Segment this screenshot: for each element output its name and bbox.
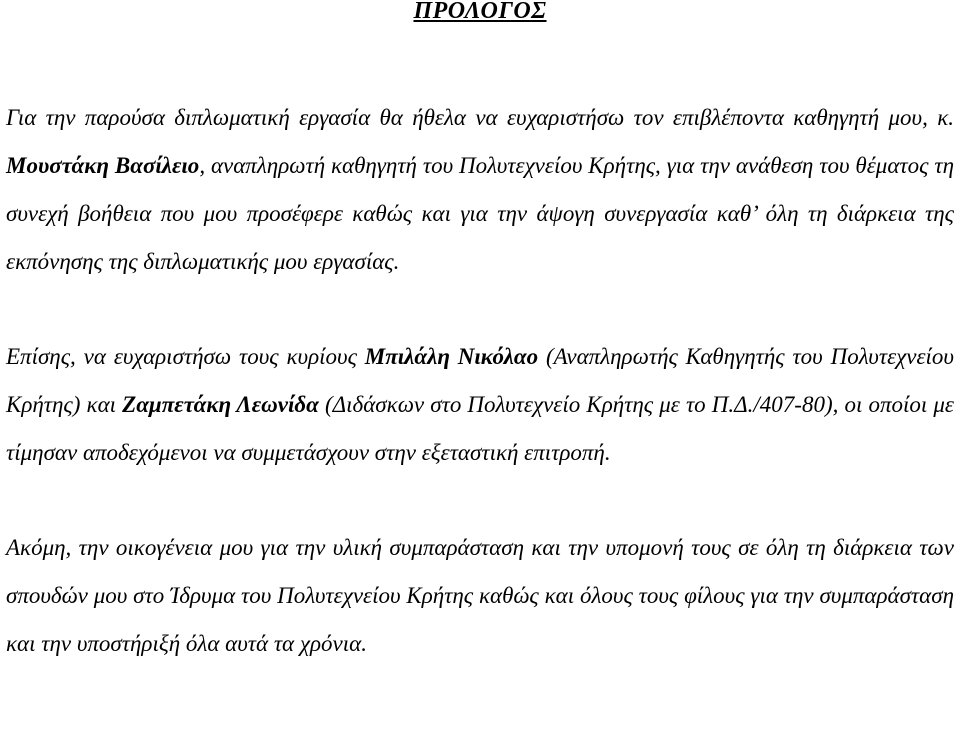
paragraph-text: Ακόμη, την οικογένεια μου για την υλική συμπαράσταση και την υπομονή τους σε όλη τη διάρκεια των σπουδών μου στο Ίδρυμα του Πολυτεχνείου Κρήτης καθώς και όλους τους φίλους για την συμπαράσταση και την υποστήριξή όλα αυτά τα χρόνια. — [6, 535, 954, 656]
paragraph-family-thanks — [6, 524, 954, 668]
paragraph-text: (Αναπληρωτής Καθηγητής του Πολυτεχνείου Κρήτης) και — [6, 344, 954, 417]
paragraph-text: Για την παρούσα διπλωματική εργασία θα ήθελα να ευχαριστήσω τον επιβλέποντα καθηγητή μου, κ. — [6, 105, 954, 130]
paragraph-text: , αναπληρωτή καθηγητή του Πολυτεχνείου Κρήτης, για την ανάθεση του θέματος τη συνεχή βοήθεια που μου προσέφερε καθώς και για την άψογη συνεργασία καθ’ όλη τη διάρκεια της εκπόνησης της διπλωματικής μου εργασίας. — [6, 153, 954, 274]
paragraph-supervisor-thanks — [6, 94, 954, 286]
committee-member-name: Μπιλάλη Νικόλαο — [364, 344, 539, 369]
paragraph-text: Επίσης, να ευχαριστήσω τους κυρίους — [6, 344, 365, 369]
committee-member-name: Ζαμπετάκη Λεωνίδα — [122, 392, 319, 417]
page-title: ΠΡΟΛΟΓΟΣ — [413, 0, 547, 24]
paragraph-committee-thanks — [6, 333, 954, 477]
supervisor-name: Μουστάκη Βασίλειο — [6, 153, 200, 178]
paragraph-text: (Διδάσκων στο Πολυτεχνείο Κρήτης με το Π.Δ./407-80), οι οποίοι με τίμησαν αποδεχόμενοι να συμμετάσχουν στην εξεταστική επιτροπή. — [6, 392, 954, 465]
